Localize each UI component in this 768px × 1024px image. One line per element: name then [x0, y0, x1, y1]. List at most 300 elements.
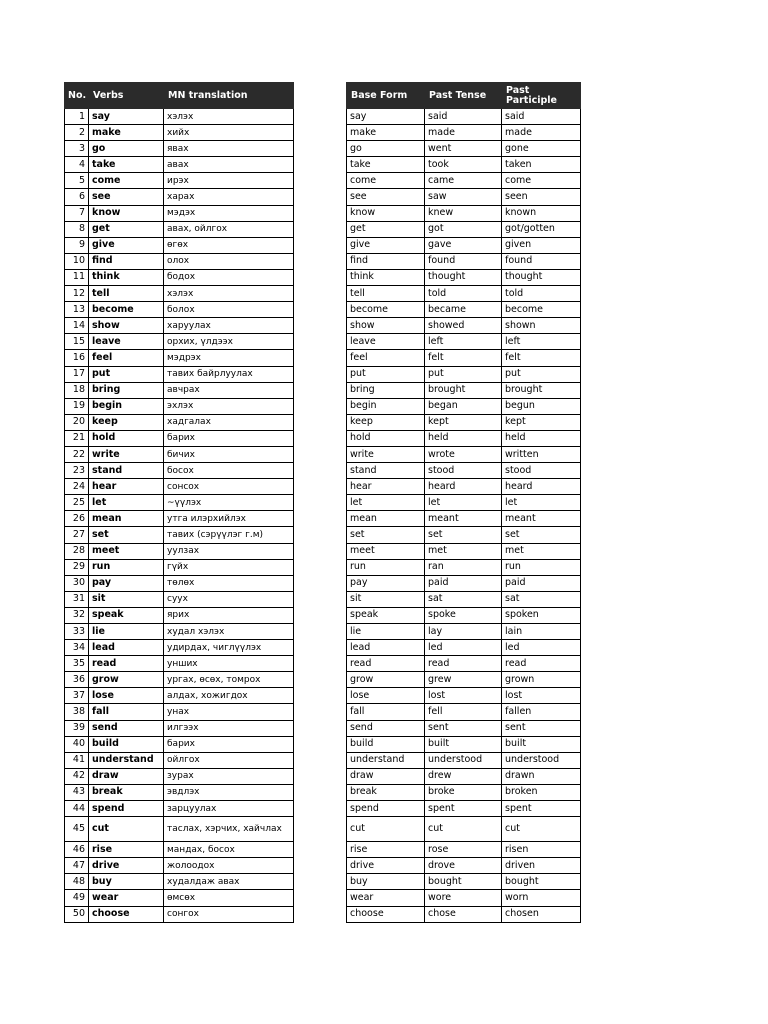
verb-cell: hold	[89, 430, 164, 446]
base-form-cell: come	[347, 173, 425, 189]
base-form-cell: pay	[347, 575, 425, 591]
verb-cell: fall	[89, 704, 164, 720]
base-form-cell: understand	[347, 752, 425, 768]
table-row	[65, 640, 294, 656]
table-row	[347, 173, 581, 189]
past-participle-cell: felt	[502, 350, 581, 366]
row-number-cell: 14	[65, 318, 89, 334]
past-tense-cell: spoke	[425, 607, 502, 623]
past-tense-cell: knew	[425, 205, 502, 221]
table-row	[65, 527, 294, 543]
row-number-cell: 32	[65, 607, 89, 623]
table-row	[347, 801, 581, 817]
table-header-row	[65, 83, 294, 109]
table-row	[347, 253, 581, 269]
row-number-cell: 36	[65, 672, 89, 688]
table-row	[347, 874, 581, 890]
mn-translation-cell: өгөх	[164, 237, 294, 253]
table-row	[347, 334, 581, 350]
table-row	[347, 382, 581, 398]
table-row	[65, 237, 294, 253]
past-tense-cell: drove	[425, 858, 502, 874]
row-number-cell: 20	[65, 414, 89, 430]
past-participle-cell: found	[502, 253, 581, 269]
past-participle-cell: set	[502, 527, 581, 543]
verb-cell: begin	[89, 398, 164, 414]
row-number-cell: 40	[65, 736, 89, 752]
column-header-past-participle: Past Participle	[502, 83, 581, 109]
verbs-translation-table	[64, 82, 294, 923]
table-row	[347, 559, 581, 575]
table-row	[65, 463, 294, 479]
table-row	[65, 591, 294, 607]
table-row	[347, 720, 581, 736]
row-number-cell: 39	[65, 720, 89, 736]
past-tense-cell: understood	[425, 752, 502, 768]
past-participle-cell: come	[502, 173, 581, 189]
table-row	[347, 858, 581, 874]
past-participle-cell: left	[502, 334, 581, 350]
past-participle-cell: built	[502, 736, 581, 752]
verb-cell: bring	[89, 382, 164, 398]
table-row	[347, 607, 581, 623]
mn-translation-cell: уулзах	[164, 543, 294, 559]
row-number-cell: 48	[65, 874, 89, 890]
mn-translation-cell: тавих (сэрүүлэг г.м)	[164, 527, 294, 543]
column-header-mn-translation: MN translation	[164, 83, 294, 109]
base-form-cell: sit	[347, 591, 425, 607]
base-form-cell: send	[347, 720, 425, 736]
base-form-cell: run	[347, 559, 425, 575]
verb-cell: rise	[89, 842, 164, 858]
verb-cell: pay	[89, 575, 164, 591]
past-tense-cell: put	[425, 366, 502, 382]
row-number-cell: 19	[65, 398, 89, 414]
past-participle-cell: led	[502, 640, 581, 656]
base-form-cell: take	[347, 157, 425, 173]
row-number-cell: 29	[65, 559, 89, 575]
past-participle-cell: held	[502, 430, 581, 446]
table-row	[347, 817, 581, 842]
table-row	[65, 414, 294, 430]
past-tense-cell: paid	[425, 575, 502, 591]
table-row	[347, 890, 581, 906]
past-participle-cell: let	[502, 495, 581, 511]
verb-cell: mean	[89, 511, 164, 527]
base-form-cell: tell	[347, 286, 425, 302]
past-participle-cell: written	[502, 446, 581, 462]
past-participle-cell: broken	[502, 784, 581, 800]
table-row	[347, 624, 581, 640]
mn-translation-cell: худалдаж авах	[164, 874, 294, 890]
past-tense-cell: stood	[425, 463, 502, 479]
verb-cell: think	[89, 269, 164, 285]
table-row	[347, 543, 581, 559]
verb-cell: grow	[89, 672, 164, 688]
base-form-cell: read	[347, 656, 425, 672]
verb-cell: become	[89, 302, 164, 318]
table-row	[347, 495, 581, 511]
verb-cell: see	[89, 189, 164, 205]
base-form-cell: grow	[347, 672, 425, 688]
table-row	[347, 784, 581, 800]
table-row	[347, 640, 581, 656]
mn-translation-cell: харуулах	[164, 318, 294, 334]
past-tense-cell: rose	[425, 842, 502, 858]
row-number-cell: 27	[65, 527, 89, 543]
row-number-cell: 26	[65, 511, 89, 527]
mn-translation-cell: авах, ойлгох	[164, 221, 294, 237]
mn-translation-cell: утга илэрхийлэх	[164, 511, 294, 527]
mn-translation-cell: олох	[164, 253, 294, 269]
table-row	[65, 205, 294, 221]
row-number-cell: 41	[65, 752, 89, 768]
past-participle-cell: risen	[502, 842, 581, 858]
base-form-cell: buy	[347, 874, 425, 890]
table-row	[347, 479, 581, 495]
base-form-cell: lie	[347, 624, 425, 640]
base-form-cell: let	[347, 495, 425, 511]
past-tense-cell: took	[425, 157, 502, 173]
mn-translation-cell: таслах, хэрчих, хайчлах	[164, 817, 294, 842]
table-row	[65, 559, 294, 575]
verb-cell: stand	[89, 463, 164, 479]
row-number-cell: 21	[65, 430, 89, 446]
past-participle-cell: seen	[502, 189, 581, 205]
verb-cell: build	[89, 736, 164, 752]
past-participle-cell: understood	[502, 752, 581, 768]
table-row	[65, 334, 294, 350]
past-tense-cell: brought	[425, 382, 502, 398]
base-form-cell: build	[347, 736, 425, 752]
column-header-base-form: Base Form	[347, 83, 425, 109]
verb-cell: lose	[89, 688, 164, 704]
verb-forms-table	[346, 82, 581, 923]
verb-forms-table-body	[347, 109, 581, 923]
base-form-cell: write	[347, 446, 425, 462]
base-form-cell: put	[347, 366, 425, 382]
base-form-cell: become	[347, 302, 425, 318]
past-participle-cell: shown	[502, 318, 581, 334]
past-tense-cell: set	[425, 527, 502, 543]
table-row	[65, 624, 294, 640]
table-row	[347, 752, 581, 768]
base-form-cell: hear	[347, 479, 425, 495]
past-participle-cell: thought	[502, 269, 581, 285]
past-participle-cell: bought	[502, 874, 581, 890]
past-tense-cell: showed	[425, 318, 502, 334]
mn-translation-cell: авах	[164, 157, 294, 173]
table-row	[347, 906, 581, 922]
verb-cell: speak	[89, 607, 164, 623]
column-header-number: No.	[65, 83, 89, 109]
past-participle-cell: spent	[502, 801, 581, 817]
mn-translation-cell: хэлэх	[164, 286, 294, 302]
table-row	[347, 463, 581, 479]
row-number-cell: 18	[65, 382, 89, 398]
table-row	[347, 302, 581, 318]
mn-translation-cell: мандах, босох	[164, 842, 294, 858]
table-row	[65, 704, 294, 720]
row-number-cell: 15	[65, 334, 89, 350]
table-row	[65, 656, 294, 672]
past-tense-cell: bought	[425, 874, 502, 890]
verb-cell: write	[89, 446, 164, 462]
base-form-cell: hold	[347, 430, 425, 446]
past-participle-cell: become	[502, 302, 581, 318]
mn-translation-cell: барих	[164, 736, 294, 752]
row-number-cell: 31	[65, 591, 89, 607]
table-row	[65, 253, 294, 269]
row-number-cell: 42	[65, 768, 89, 784]
verb-cell: make	[89, 125, 164, 141]
row-number-cell: 37	[65, 688, 89, 704]
past-tense-cell: ran	[425, 559, 502, 575]
row-number-cell: 17	[65, 366, 89, 382]
mn-translation-cell: жолоодох	[164, 858, 294, 874]
past-tense-cell: kept	[425, 414, 502, 430]
row-number-cell: 47	[65, 858, 89, 874]
base-form-cell: know	[347, 205, 425, 221]
verb-cell: hear	[89, 479, 164, 495]
table-row	[347, 688, 581, 704]
past-tense-cell: said	[425, 109, 502, 125]
column-header-verbs: Verbs	[89, 83, 164, 109]
mn-translation-cell: босох	[164, 463, 294, 479]
base-form-cell: draw	[347, 768, 425, 784]
past-participle-cell: drawn	[502, 768, 581, 784]
table-row	[65, 141, 294, 157]
mn-translation-cell: барих	[164, 430, 294, 446]
row-number-cell: 3	[65, 141, 89, 157]
mn-translation-cell: орхих, үлдээх	[164, 334, 294, 350]
verb-cell: lead	[89, 640, 164, 656]
verb-cell: choose	[89, 906, 164, 922]
mn-translation-cell: алдах, хожигдох	[164, 688, 294, 704]
table-row	[347, 366, 581, 382]
past-tense-cell: let	[425, 495, 502, 511]
table-row	[347, 269, 581, 285]
past-participle-cell: meant	[502, 511, 581, 527]
past-tense-cell: cut	[425, 817, 502, 842]
base-form-cell: say	[347, 109, 425, 125]
row-number-cell: 11	[65, 269, 89, 285]
row-number-cell: 24	[65, 479, 89, 495]
verb-cell: wear	[89, 890, 164, 906]
verbs-table-body	[65, 109, 294, 923]
past-participle-cell: gone	[502, 141, 581, 157]
table-row	[65, 269, 294, 285]
mn-translation-cell: явах	[164, 141, 294, 157]
verb-cell: break	[89, 784, 164, 800]
base-form-cell: see	[347, 189, 425, 205]
table-row	[65, 768, 294, 784]
past-tense-cell: left	[425, 334, 502, 350]
row-number-cell: 49	[65, 890, 89, 906]
past-tense-cell: fell	[425, 704, 502, 720]
verb-cell: sit	[89, 591, 164, 607]
row-number-cell: 38	[65, 704, 89, 720]
table-row	[65, 382, 294, 398]
table-row	[65, 446, 294, 462]
mn-translation-cell: ярих	[164, 607, 294, 623]
verb-cell: meet	[89, 543, 164, 559]
row-number-cell: 28	[65, 543, 89, 559]
base-form-cell: bring	[347, 382, 425, 398]
base-form-cell: mean	[347, 511, 425, 527]
mn-translation-cell: зарцуулах	[164, 801, 294, 817]
mn-translation-cell: зурах	[164, 768, 294, 784]
mn-translation-cell: мэдрэх	[164, 350, 294, 366]
past-tense-cell: told	[425, 286, 502, 302]
verb-cell: buy	[89, 874, 164, 890]
table-row	[347, 141, 581, 157]
past-participle-cell: heard	[502, 479, 581, 495]
mn-translation-cell: эвдлэх	[164, 784, 294, 800]
row-number-cell: 44	[65, 801, 89, 817]
past-tense-cell: sent	[425, 720, 502, 736]
table-row	[65, 189, 294, 205]
mn-translation-cell: ~үүлэх	[164, 495, 294, 511]
table-row	[347, 350, 581, 366]
table-row	[347, 157, 581, 173]
base-form-cell: keep	[347, 414, 425, 430]
verb-cell: send	[89, 720, 164, 736]
row-number-cell: 13	[65, 302, 89, 318]
past-tense-cell: built	[425, 736, 502, 752]
table-row	[65, 720, 294, 736]
past-tense-cell: felt	[425, 350, 502, 366]
past-tense-cell: lost	[425, 688, 502, 704]
mn-translation-cell: сонгох	[164, 906, 294, 922]
verb-cell: drive	[89, 858, 164, 874]
column-header-past-tense: Past Tense	[425, 83, 502, 109]
table-row	[65, 688, 294, 704]
past-tense-cell: found	[425, 253, 502, 269]
base-form-cell: spend	[347, 801, 425, 817]
base-form-cell: speak	[347, 607, 425, 623]
mn-translation-cell: мэдэх	[164, 205, 294, 221]
table-row	[347, 125, 581, 141]
table-row	[65, 890, 294, 906]
mn-translation-cell: хэлэх	[164, 109, 294, 125]
past-participle-cell: taken	[502, 157, 581, 173]
verb-cell: come	[89, 173, 164, 189]
base-form-cell: lead	[347, 640, 425, 656]
past-participle-cell: lost	[502, 688, 581, 704]
base-form-cell: lose	[347, 688, 425, 704]
table-row	[347, 109, 581, 125]
row-number-cell: 10	[65, 253, 89, 269]
past-tense-cell: made	[425, 125, 502, 141]
row-number-cell: 12	[65, 286, 89, 302]
table-row	[65, 575, 294, 591]
verb-cell: read	[89, 656, 164, 672]
table-row	[65, 736, 294, 752]
past-participle-cell: told	[502, 286, 581, 302]
mn-translation-cell: бичих	[164, 446, 294, 462]
mn-translation-cell: хийх	[164, 125, 294, 141]
table-row	[65, 817, 294, 842]
past-participle-cell: cut	[502, 817, 581, 842]
table-row	[347, 511, 581, 527]
table-row	[65, 173, 294, 189]
table-row	[65, 318, 294, 334]
past-participle-cell: got/gotten	[502, 221, 581, 237]
past-tense-cell: lay	[425, 624, 502, 640]
row-number-cell: 43	[65, 784, 89, 800]
table-row	[347, 704, 581, 720]
verb-cell: get	[89, 221, 164, 237]
past-participle-cell: worn	[502, 890, 581, 906]
past-tense-cell: met	[425, 543, 502, 559]
past-participle-cell: said	[502, 109, 581, 125]
table-row	[65, 543, 294, 559]
past-tense-cell: spent	[425, 801, 502, 817]
base-form-cell: begin	[347, 398, 425, 414]
mn-translation-cell: бодох	[164, 269, 294, 285]
past-participle-cell: spoken	[502, 607, 581, 623]
table-row	[65, 125, 294, 141]
past-participle-cell: made	[502, 125, 581, 141]
past-tense-cell: got	[425, 221, 502, 237]
past-tense-cell: gave	[425, 237, 502, 253]
mn-translation-cell: ойлгох	[164, 752, 294, 768]
table-row	[65, 286, 294, 302]
table-row	[65, 366, 294, 382]
past-tense-cell: sat	[425, 591, 502, 607]
table-row	[347, 768, 581, 784]
row-number-cell: 23	[65, 463, 89, 479]
table-row	[65, 302, 294, 318]
mn-translation-cell: ургах, өсөх, томрох	[164, 672, 294, 688]
table-row	[347, 430, 581, 446]
mn-translation-cell: худал хэлэх	[164, 624, 294, 640]
mn-translation-cell: авчрах	[164, 382, 294, 398]
verb-cell: lie	[89, 624, 164, 640]
table-row	[65, 801, 294, 817]
mn-translation-cell: суух	[164, 591, 294, 607]
verb-cell: leave	[89, 334, 164, 350]
table-row	[347, 414, 581, 430]
row-number-cell: 35	[65, 656, 89, 672]
mn-translation-cell: тавих байрлуулах	[164, 366, 294, 382]
past-participle-cell: given	[502, 237, 581, 253]
table-row	[347, 398, 581, 414]
table-row	[347, 237, 581, 253]
table-row	[65, 842, 294, 858]
past-tense-cell: led	[425, 640, 502, 656]
verb-cell: run	[89, 559, 164, 575]
base-form-cell: show	[347, 318, 425, 334]
past-participle-cell: run	[502, 559, 581, 575]
table-row	[65, 858, 294, 874]
row-number-cell: 34	[65, 640, 89, 656]
table-row	[65, 784, 294, 800]
table-row	[347, 656, 581, 672]
row-number-cell: 16	[65, 350, 89, 366]
verb-cell: tell	[89, 286, 164, 302]
past-participle-cell: known	[502, 205, 581, 221]
mn-translation-cell: эхлэх	[164, 398, 294, 414]
base-form-cell: stand	[347, 463, 425, 479]
past-participle-cell: begun	[502, 398, 581, 414]
past-participle-cell: kept	[502, 414, 581, 430]
mn-translation-cell: унах	[164, 704, 294, 720]
base-form-cell: fall	[347, 704, 425, 720]
verb-cell: put	[89, 366, 164, 382]
mn-translation-cell: өмсөх	[164, 890, 294, 906]
